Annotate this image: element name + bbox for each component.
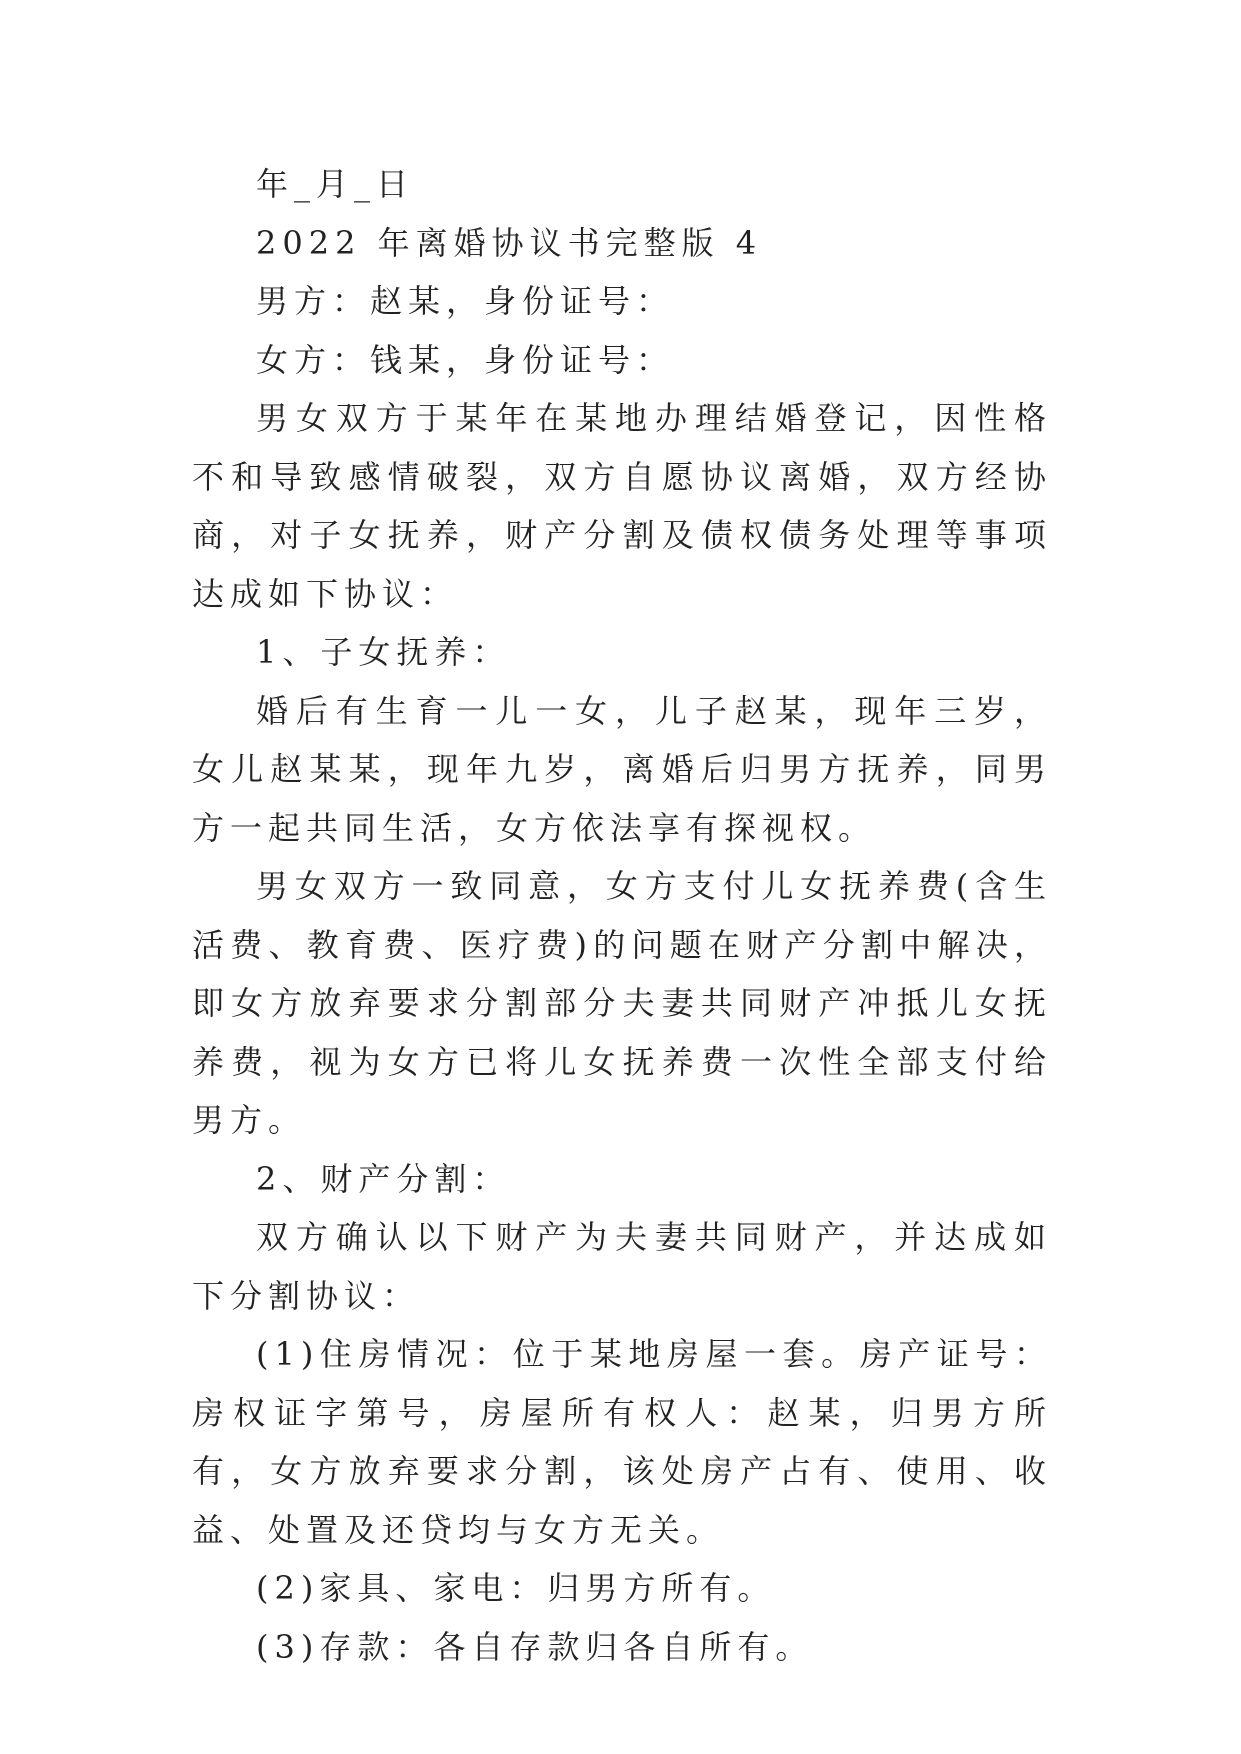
property-item-1: (1)住房情况：位于某地房屋一套。房产证号：房权证字第号，房屋所有权人：赵某，归男方所有，女方放弃要求分割，该处房产占有、使用、收益、处置及还贷均与女方无关。: [192, 1335, 1052, 1549]
intro-paragraph: 男女双方于某年在某地办理结婚登记，因性格不和导致感情破裂，双方自愿协议离婚，双方经协商，对子女抚养，财产分割及债权债务处理等事项达成如下协议：: [192, 399, 1052, 613]
property-item-3: (3)存款：各自存款归各自所有。: [256, 1627, 814, 1666]
date-line: 年_月_日: [256, 165, 415, 203]
section1-heading: 1、子女抚养：: [256, 633, 511, 671]
male-party-line: 男方：赵某，身份证号：: [256, 282, 675, 320]
section1-paragraph-2: 男女双方一致同意，女方支付儿女抚养费(含生活费、教育费、医疗费)的问题在财产分割中解决，即女方放弃要求分割部分夫妻共同财产冲抵儿女抚养费，视为女方已将儿女抚养费一次性全部支付给男方。: [192, 867, 1052, 1139]
section2-intro-paragraph: 双方确认以下财产为夫妻共同财产，并达成如下分割协议：: [192, 1218, 1052, 1315]
document-title: 2022 年离婚协议书完整版 4: [256, 223, 763, 262]
section2-heading: 2、财产分割：: [256, 1159, 511, 1198]
section1-paragraph-1: 婚后有生育一儿一女，儿子赵某，现年三岁，女儿赵某某，现年九岁，离婚后归男方抚养，同男方一起共同生活，女方依法享有探视权。: [192, 691, 1052, 847]
female-party-line: 女方：钱某，身份证号：: [256, 340, 675, 379]
document-page: [192, 155, 1052, 1676]
property-item-2: (2)家具、家电：归男方所有。: [256, 1569, 776, 1607]
